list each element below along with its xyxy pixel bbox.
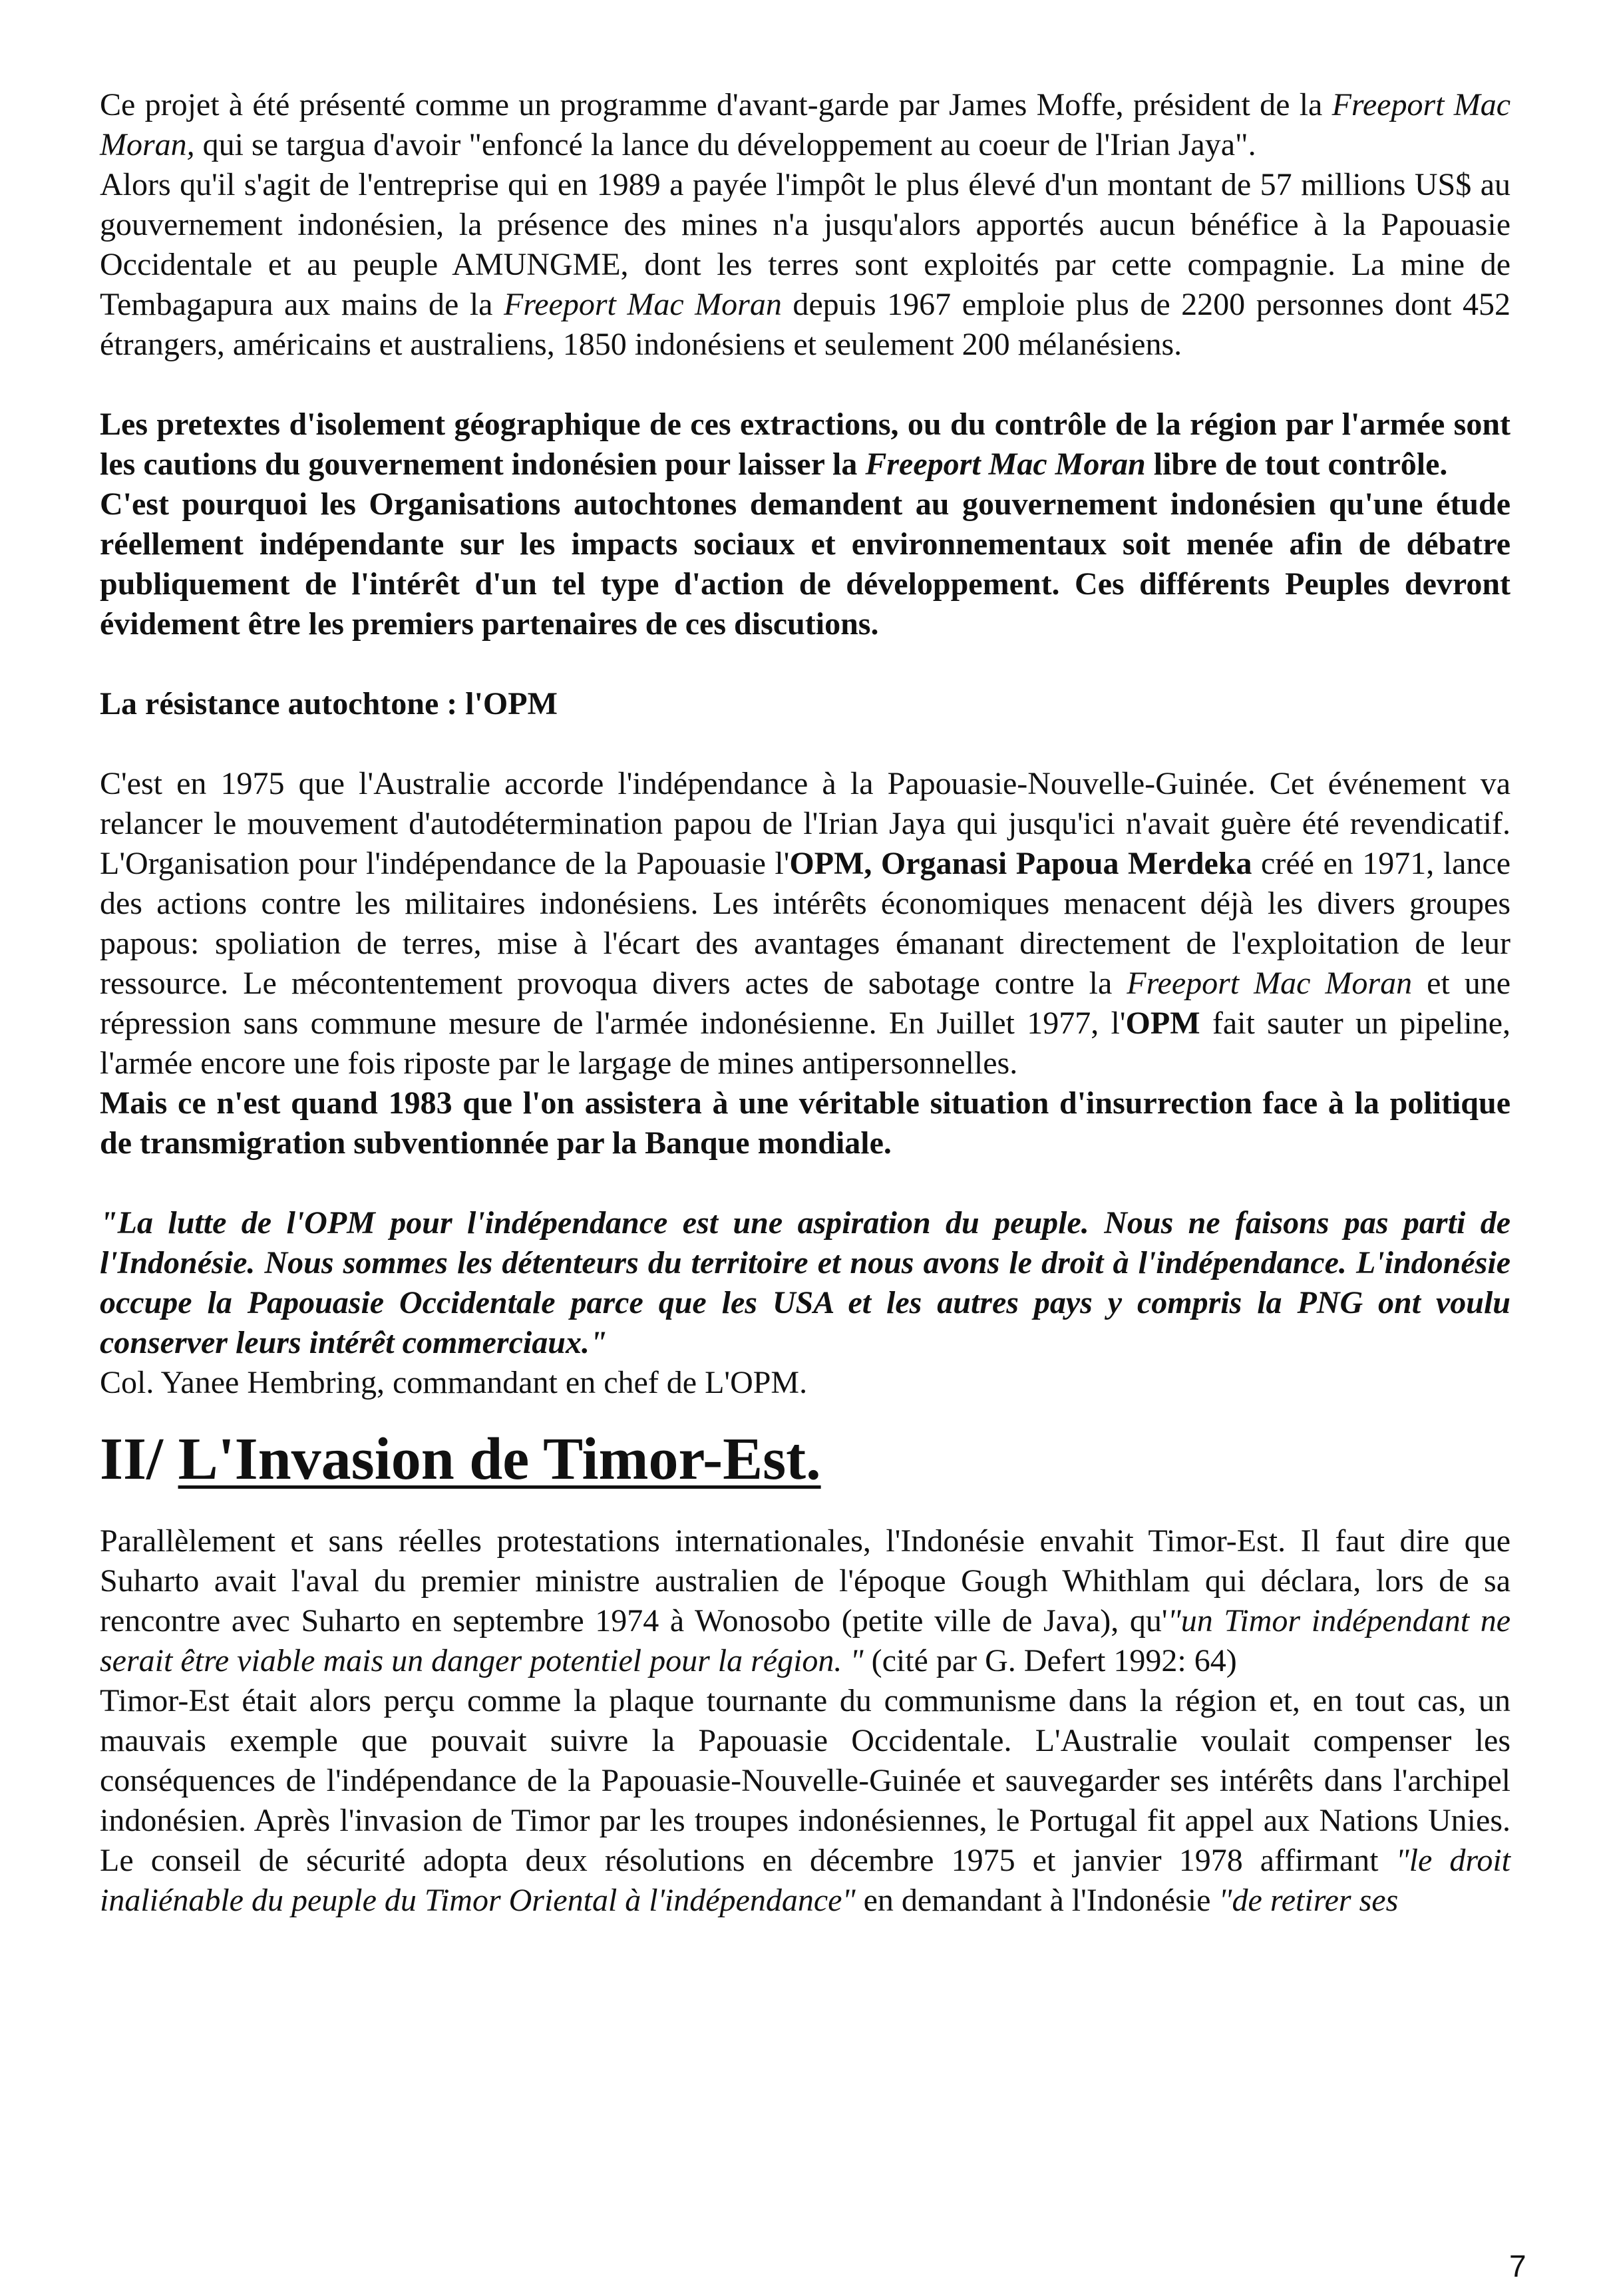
citation-quote: "un Timor indépendant ne serait être viable mais un danger potentiel pour la région. " [100,1603,1511,1678]
quote-attribution: Col. Yanee Hembring, commandant en chef de L'OPM. [100,1365,808,1400]
section-number: II/ [100,1426,164,1492]
company-name: Freeport Mac Moran [1127,966,1413,1001]
company-name: Freeport Mac Moran [865,447,1146,482]
paragraph-timor-un: Timor-Est était alors perçu comme la plaque tournante du communisme dans la région et, en tout cas, un mauvais exemple que pouvait suivre la Papouasie Occidentale. L'Australie voulait compenser les conséquences de l'indépendance de la Papouasie-Nouvelle-Guinée et sauvegarder ses intérêts dans l'archipel indonésien. Après l'invasion de Timor par les troupes indonésiennes, le Portugal fit appel aux Nations Unies. Le conseil de sécurité adopta deux résolutions en décembre 1975 et janvier 1978 affirmant "le droit inaliénable du peuple du Timor Oriental à l'indépendance" en demandant à l'Indonésie "de retirer ses [100,1683,1511,1918]
section-title: L'Invasion de Timor-Est. [178,1426,821,1492]
paragraph-timor-invasion: Parallèlement et sans réelles protestations internationales, l'Indonésie envahit Timor-Est. Il faut dire que Suharto avait l'aval du premier ministre australien de l'époque Gough Whithlam qui déclara, lors de sa rencontre avec Suharto en septembre 1974 à Wonosobo (petite ville de Java), qu'"un Timor indépendant ne serait être viable mais un danger potentiel pour la région. " (cité par G. Defert 1992: 64) [100,1523,1511,1678]
company-name: Freeport Mac Moran [504,287,782,322]
bold-paragraph-pretexts: Les pretextes d'isolement géographique de ces extractions, ou du contrôle de la région par l'armée sont les cautions du gouvernement indonésien pour laisser la Freeport Mac Moran libre de tout contrôle. [100,407,1510,482]
subheading-opm: La résistance autochtone : l'OPM [100,686,558,721]
body-column [100,85,1510,1921]
page-number: 7 [1509,2249,1526,2283]
bold-paragraph-demand: C'est pourquoi les Organisations autochtones demandent au gouvernement indonésien qu'une étude réellement indépendante sur les impacts sociaux et environnementaux soit menée afin de débatre publiquement de l'intérêt d'un tel type d'action de développement. Ces différents Peuples devront évidement être les premiers partenaires de ces discutions. [100,486,1510,642]
paragraph-opm-history: C'est en 1975 que l'Australie accorde l'indépendance à la Papouasie-Nouvelle-Guinée. Cet événement va relancer le mouvement d'autodétermination papou de l'Irian Jaya qui jusqu'ici n'avait guère été revendicatif. L'Organisation pour l'indépendance de la Papouasie l'OPM, Organasi Papoua Merdeka créé en 1971, lance des actions contre les militaires indonésiens. Les intérêts économiques menacent déjà les divers groupes papous: spoliation de terres, mise à l'écart des avantages émanant directement de l'exploitation de leur ressource. Le mécontentement provoqua divers actes de sabotage contre la Freeport Mac Moran et une répression sans commune mesure de l'armée indonésienne. En Juillet 1977, l'OPM fait sauter un pipeline, l'armée encore une fois riposte par le largage de mines antipersonnelles. [100,766,1511,1081]
company-name: Freeport Mac Moran, [100,87,1511,162]
paragraph-mine-employment: Alors qu'il s'agit de l'entreprise qui en 1989 a payée l'impôt le plus élevé d'un montant de 57 millions US$ au gouvernement indonésien, la présence des mines n'a jusqu'alors apportés aucun bénéfice à la Papouasie Occidentale et au peuple AMUNGME, dont les terres sont exploités par cette compagnie. La mine de Tembagapura aux mains de la Freeport Mac Moran depuis 1967 emploie plus de 2200 personnes dont 452 étrangers, américains et australiens, 1850 indonésiens et seulement 200 mélanésiens. [100,167,1511,362]
quote-opm: "La lutte de l'OPM pour l'indépendance est une aspiration du peuple. Nous ne faisons pas parti de l'Indonésie. Nous sommes les détenteurs du territoire et nous avons le droit à l'indépendance. L'indonésie occupe la Papouasie Occidentale parce que les USA et les autres pays y compris la PNG ont voulu conserver leurs intérêt commerciaux." [100,1205,1510,1360]
paragraph-freeport-project: Ce projet à été présenté comme un programme d'avant-garde par James Moffe, président de la Freeport Mac Moran, qui se targua d'avoir "enfoncé la lance du développement au coeur de l'Irian Jaya". [100,87,1511,162]
bold-paragraph-insurrection: Mais ce n'est quand 1983 que l'on assistera à une véritable situation d'insurrection face à la politique de transmigration subventionnée par la Banque mondiale. [100,1085,1510,1161]
section-heading-timor [100,1423,1510,1496]
